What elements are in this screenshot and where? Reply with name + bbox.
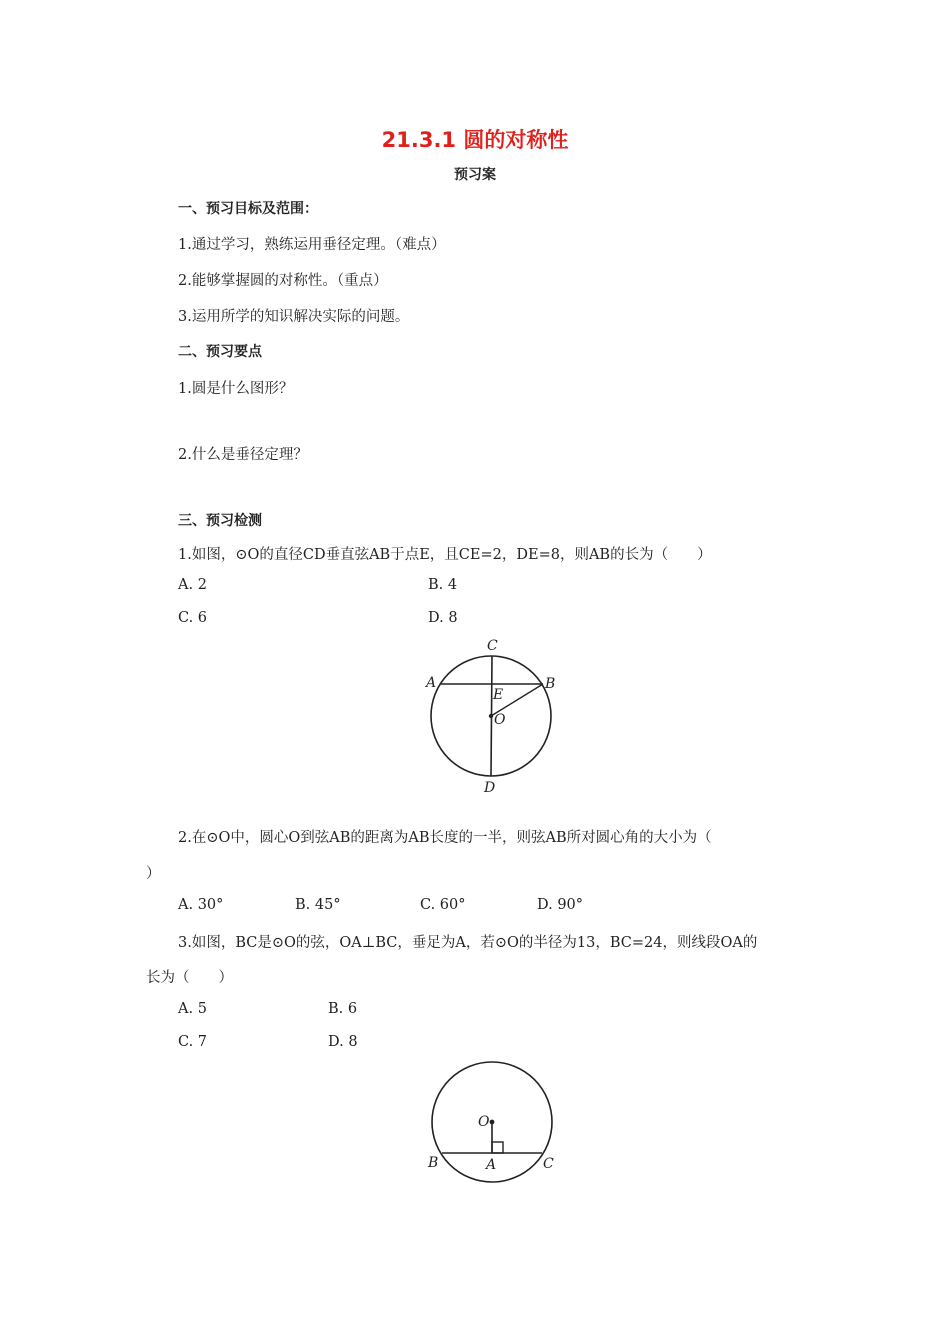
- q3-circle-figure: [420, 1055, 570, 1195]
- q1-label-b: B: [545, 676, 556, 692]
- section1-item-3: 3.运用所学的知识解决实际的问题。: [178, 309, 410, 325]
- q3-label-o: O: [478, 1114, 490, 1130]
- q3-stem-line2: 长为（ ）: [146, 970, 233, 986]
- q3-label-c: C: [543, 1156, 554, 1172]
- q2-option-a: A. 30°: [178, 897, 224, 913]
- q1-label-e: E: [493, 687, 504, 703]
- q1-label-a: A: [426, 675, 437, 691]
- q1-label-c: C: [487, 638, 498, 654]
- page-subtitle: 预习案: [454, 167, 496, 183]
- q1-label-d: D: [484, 780, 496, 796]
- q3-label-a: A: [486, 1157, 497, 1173]
- q3-option-c: C. 7: [178, 1034, 208, 1050]
- q2-option-c: C. 60°: [420, 897, 466, 913]
- section1-item-2: 2.能够掌握圆的对称性。（重点）: [178, 273, 388, 289]
- section1-heading: 一、预习目标及范围：: [178, 201, 318, 217]
- q2-stem-line2: ）: [146, 866, 161, 882]
- section2-item-1: 1.圆是什么图形？: [178, 381, 294, 397]
- q1-option-c: C. 6: [178, 610, 208, 626]
- q2-option-d: D. 90°: [537, 897, 584, 913]
- page-title: 21.3.1 圆的对称性: [381, 128, 569, 152]
- section2-heading: 二、预习要点: [178, 344, 262, 360]
- q1-center-dot: [489, 714, 493, 718]
- q3-center-dot: [490, 1120, 495, 1125]
- q2-option-b: B. 45°: [295, 897, 341, 913]
- section1-item-1: 1.通过学习，熟练运用垂径定理。（难点）: [178, 237, 446, 253]
- q3-option-b: B. 6: [328, 1001, 358, 1017]
- q1-stem: 1.如图，⊙O的直径CD垂直弦AB于点E，且CE=2，DE=8，则AB的长为（ ）: [178, 547, 712, 563]
- q3-option-a: A. 5: [178, 1001, 207, 1017]
- q1-label-o: O: [494, 712, 506, 728]
- q1-option-d: D. 8: [428, 610, 458, 626]
- section2-item-2: 2.什么是垂径定理？: [178, 447, 308, 463]
- q3-option-d: D. 8: [328, 1034, 358, 1050]
- q1-option-a: A. 2: [178, 577, 207, 593]
- q3-label-b: B: [428, 1155, 439, 1171]
- q3-right-angle-mark: [492, 1142, 503, 1153]
- section3-heading: 三、预习检测: [178, 513, 262, 529]
- q3-stem-line1: 3.如图，BC是⊙O的弦，OA⊥BC，垂足为A，若⊙O的半径为13，BC=24，则线段OA的: [178, 935, 758, 951]
- q1-option-b: B. 4: [428, 577, 458, 593]
- q1-circle-figure: [410, 630, 570, 800]
- q2-stem-line1: 2.在⊙O中，圆心O到弦AB的距离为AB长度的一半，则弦AB所对圆心角的大小为（: [178, 830, 712, 846]
